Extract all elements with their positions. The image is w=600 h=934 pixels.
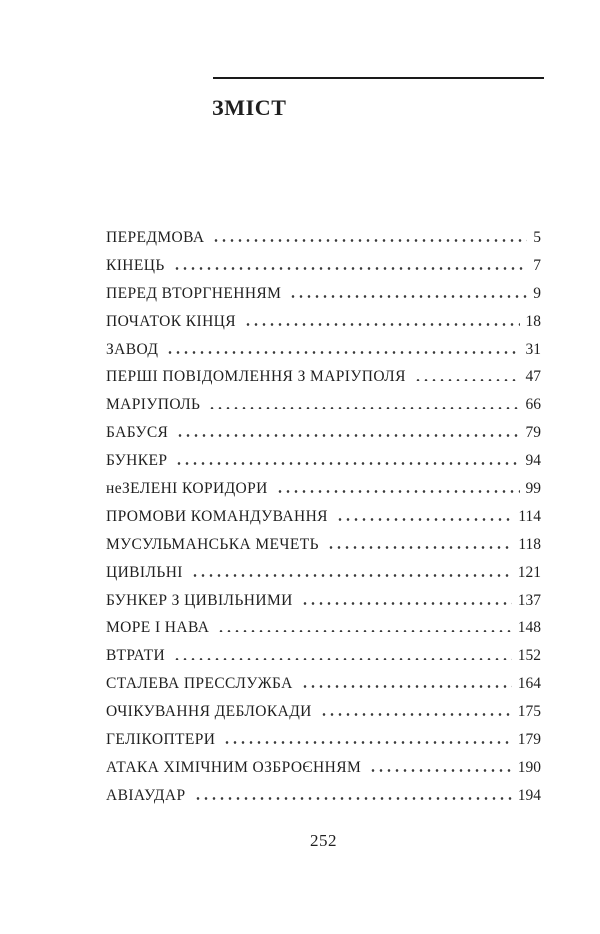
dot-leader <box>301 685 512 688</box>
toc-entry-title: ЦИВІЛЬНІ <box>106 563 183 581</box>
toc-entry <box>106 782 541 810</box>
dot-leader <box>414 379 520 382</box>
dot-leader <box>212 239 527 242</box>
dot-leader <box>327 546 512 549</box>
toc-entry-page-number: 79 <box>525 424 541 442</box>
dot-leader <box>336 518 512 521</box>
toc-entry-page-number: 114 <box>518 507 541 525</box>
dot-leader <box>223 741 511 744</box>
toc-entry-page-number: 164 <box>517 675 541 693</box>
heading-rule <box>213 77 544 79</box>
toc-entry-title: ОЧІКУВАННЯ ДЕБЛОКАДИ <box>106 703 312 721</box>
dot-leader <box>217 630 511 633</box>
dot-leader <box>191 574 512 577</box>
toc-entry <box>106 614 541 642</box>
dot-leader <box>320 713 512 716</box>
toc-entry-page-number: 31 <box>525 340 541 358</box>
toc-entry <box>106 503 541 531</box>
dot-leader <box>175 462 519 465</box>
toc-entry <box>106 726 541 754</box>
dot-leader <box>208 407 519 410</box>
toc-entry-page-number: 9 <box>533 284 541 302</box>
toc-entry-page-number: 18 <box>525 312 541 330</box>
toc-entry-title: КІНЕЦЬ <box>106 256 165 274</box>
dot-leader <box>194 797 512 800</box>
toc-entry-title: ПЕРЕДМОВА <box>106 229 205 246</box>
toc-entry-title: неЗЕЛЕНІ КОРИДОРИ <box>106 480 268 498</box>
toc-entry-page-number: 148 <box>517 619 541 637</box>
toc-entry-title: ПРОМОВИ КОМАНДУВАННЯ <box>106 507 328 525</box>
toc-entry <box>106 308 541 336</box>
toc-entry <box>106 224 541 252</box>
dot-leader <box>301 602 512 605</box>
toc-entry <box>106 419 541 447</box>
toc-entry-title: ПЕРЕД ВТОРГНЕННЯМ <box>106 284 282 302</box>
toc-entry-title: ВТРАТИ <box>106 647 166 665</box>
toc-entry <box>106 475 541 503</box>
dot-leader <box>289 295 527 298</box>
toc-entry-page-number: 137 <box>517 591 541 609</box>
toc-entry-title: БАБУСЯ <box>106 424 169 442</box>
toc-entry-title: БУНКЕР З ЦИВІЛЬНИМИ <box>106 591 293 609</box>
dot-leader <box>369 769 512 772</box>
toc-entry <box>106 587 541 615</box>
toc-entry-page-number: 47 <box>525 368 541 386</box>
toc-entry-title: АВІАУДАР <box>106 786 186 804</box>
toc-entry-page-number: 121 <box>517 563 541 581</box>
toc-entry <box>106 280 541 308</box>
toc-entry-title: АТАКА ХІМІЧНИМ ОЗБРОЄННЯМ <box>106 758 362 776</box>
page-title: ЗМІСТ <box>212 95 287 120</box>
toc-entry-title: БУНКЕР <box>106 452 168 470</box>
toc-entry-title: ГЕЛІКОПТЕРИ <box>106 731 216 749</box>
toc-entry <box>106 754 541 782</box>
toc-entry-title: МОРЕ І НАВА <box>106 619 210 637</box>
dot-leader <box>166 351 519 354</box>
toc-entry-page-number: 94 <box>525 452 541 470</box>
toc-entry <box>106 336 541 364</box>
toc-entry-title: МАРІУПОЛЬ <box>106 396 201 414</box>
toc-entry-title: СТАЛЕВА ПРЕССЛУЖБА <box>106 675 293 693</box>
toc-entry-page-number: 190 <box>517 758 541 776</box>
toc-entry-page-number: 7 <box>533 256 541 274</box>
dot-leader <box>173 658 512 661</box>
page-number-folio: 252 <box>310 831 337 850</box>
toc-entry-page-number: 152 <box>517 647 541 665</box>
toc-entry-page-number: 5 <box>533 229 541 246</box>
toc-entry-title: МУСУЛЬМАНСЬКА МЕЧЕТЬ <box>106 535 319 553</box>
toc-entry <box>106 642 541 670</box>
toc-entry-title: ПОЧАТОК КІНЦЯ <box>106 312 237 330</box>
toc-entry <box>106 447 541 475</box>
toc-entry <box>106 670 541 698</box>
toc-entry-title: ПЕРШІ ПОВІДОМЛЕННЯ З МАРІУПОЛЯ <box>106 368 406 386</box>
toc-entry <box>106 363 541 391</box>
dot-leader <box>176 434 519 437</box>
toc-entry-page-number: 66 <box>525 396 541 414</box>
dot-leader <box>244 323 519 326</box>
dot-leader <box>173 267 528 270</box>
toc-entry-page-number: 194 <box>517 786 541 804</box>
toc-entry-title: ЗАВОД <box>106 340 159 358</box>
toc-entry-page-number: 99 <box>525 480 541 498</box>
toc-entry <box>106 698 541 726</box>
toc-entry <box>106 391 541 419</box>
toc-list <box>106 224 541 810</box>
toc-entry-page-number: 118 <box>518 535 541 553</box>
toc-entry <box>106 531 541 559</box>
toc-entry-page-number: 179 <box>517 731 541 749</box>
dot-leader <box>276 490 520 493</box>
toc-entry <box>106 252 541 280</box>
toc-entry <box>106 559 541 587</box>
toc-entry-page-number: 175 <box>517 703 541 721</box>
